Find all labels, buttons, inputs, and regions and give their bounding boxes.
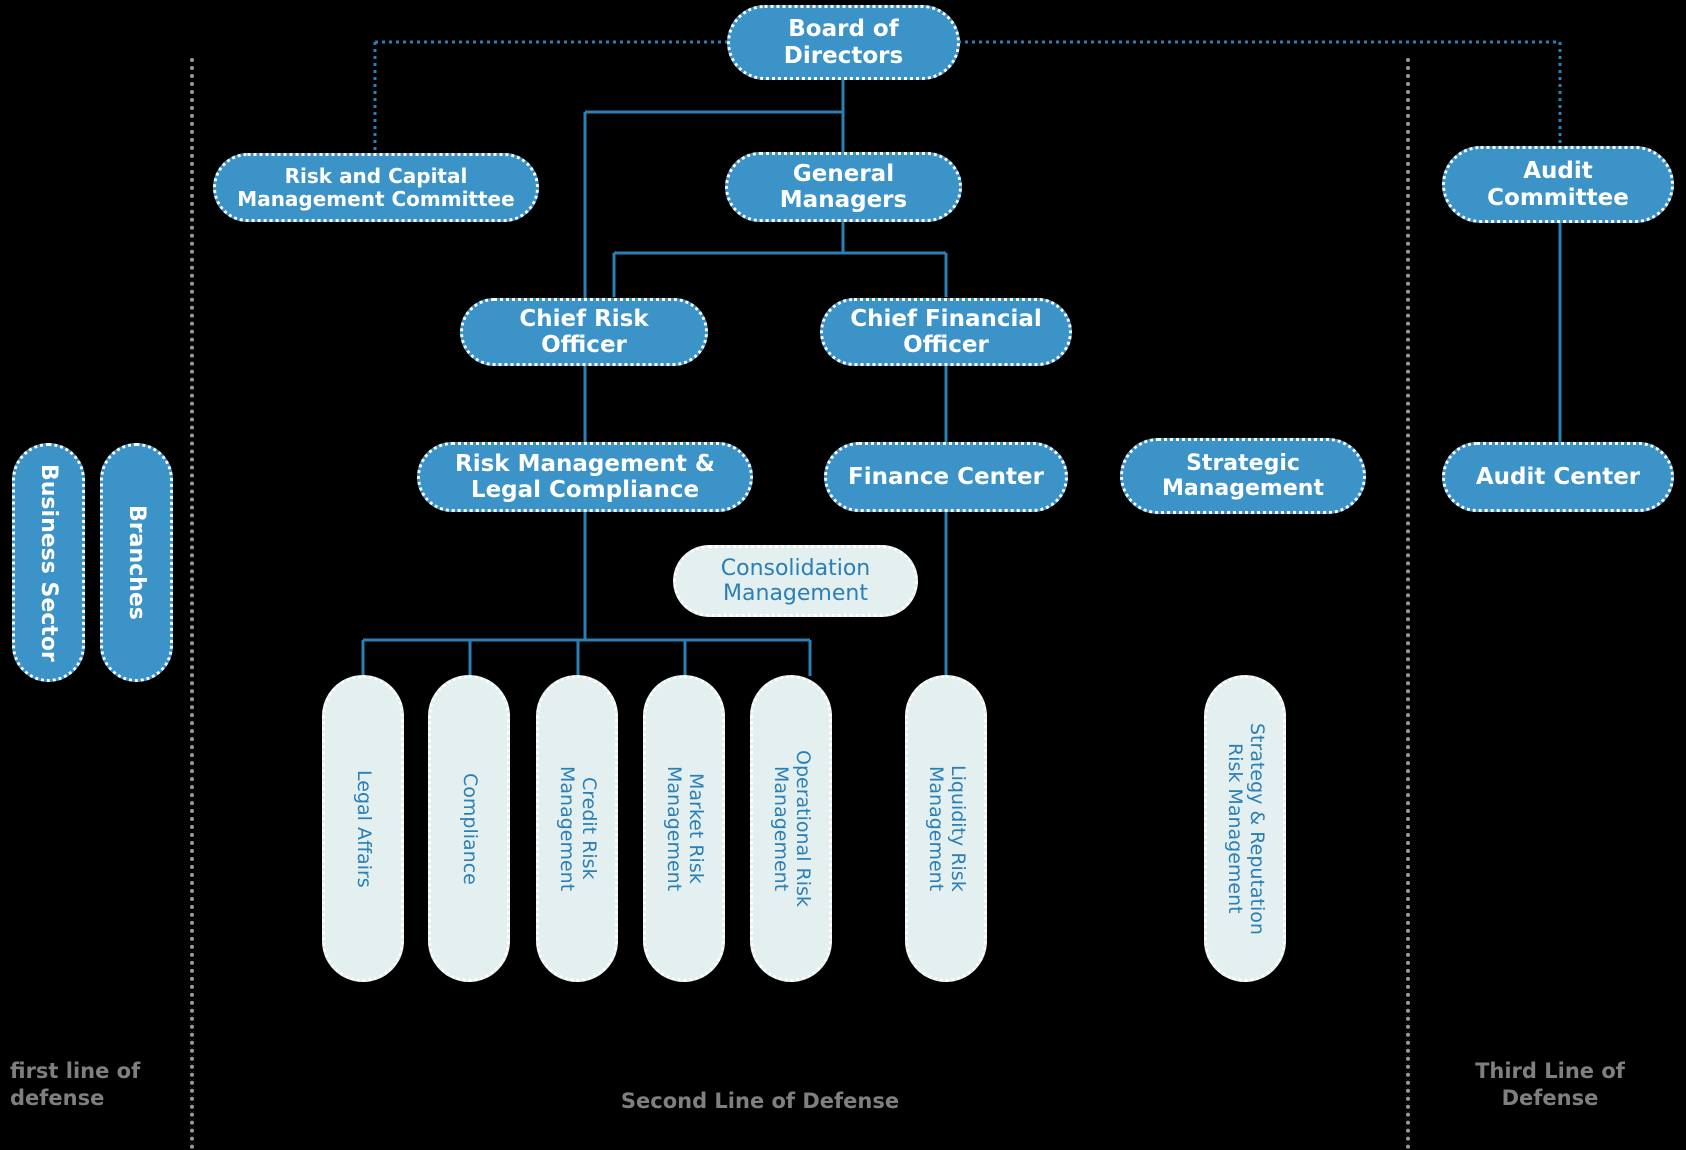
node-risk-management-and-legal-compliance[interactable]: Risk Management & Legal Compliance xyxy=(417,442,753,512)
node-operational-risk-management[interactable]: Operational Risk Management xyxy=(750,675,832,982)
node-board-of-directors[interactable]: Board of Directors xyxy=(727,5,960,80)
node-market-risk-management[interactable]: Market Risk Management xyxy=(643,675,725,982)
node-credit-risk-management[interactable]: Credit Risk Management xyxy=(536,675,618,982)
node-general-managers[interactable]: General Managers xyxy=(725,152,962,222)
node-branches[interactable]: Branches xyxy=(100,443,173,682)
lane-label-third: Third Line of Defense xyxy=(1475,1059,1625,1111)
node-chief-financial-officer[interactable]: Chief Financial Officer xyxy=(820,298,1072,366)
node-audit-committee[interactable]: Audit Committee xyxy=(1442,146,1674,223)
node-audit-center[interactable]: Audit Center xyxy=(1442,442,1674,512)
lane-label-first: first line of defense xyxy=(10,1059,141,1111)
node-compliance[interactable]: Compliance xyxy=(428,675,510,982)
node-strategic-management[interactable]: Strategic Management xyxy=(1120,438,1366,514)
lane-label-second: Second Line of Defense xyxy=(620,1089,900,1113)
divider-first-second xyxy=(190,58,194,1150)
divider-second-third xyxy=(1406,58,1410,1150)
node-liquidity-risk-management[interactable]: Liquidity Risk Management xyxy=(905,675,987,982)
node-finance-center[interactable]: Finance Center xyxy=(824,442,1068,512)
node-chief-risk-officer[interactable]: Chief Risk Officer xyxy=(460,298,708,366)
node-strategy-and-reputation-risk-management[interactable]: Strategy & Reputation Risk Management xyxy=(1204,675,1286,982)
node-legal-affairs[interactable]: Legal Affairs xyxy=(322,675,404,982)
node-risk-and-capital-management-committee[interactable]: Risk and Capital Management Committee xyxy=(213,153,539,222)
node-business-sector[interactable]: Business Sector xyxy=(12,443,85,682)
node-consolidation-management[interactable]: Consolidation Management xyxy=(673,545,918,617)
